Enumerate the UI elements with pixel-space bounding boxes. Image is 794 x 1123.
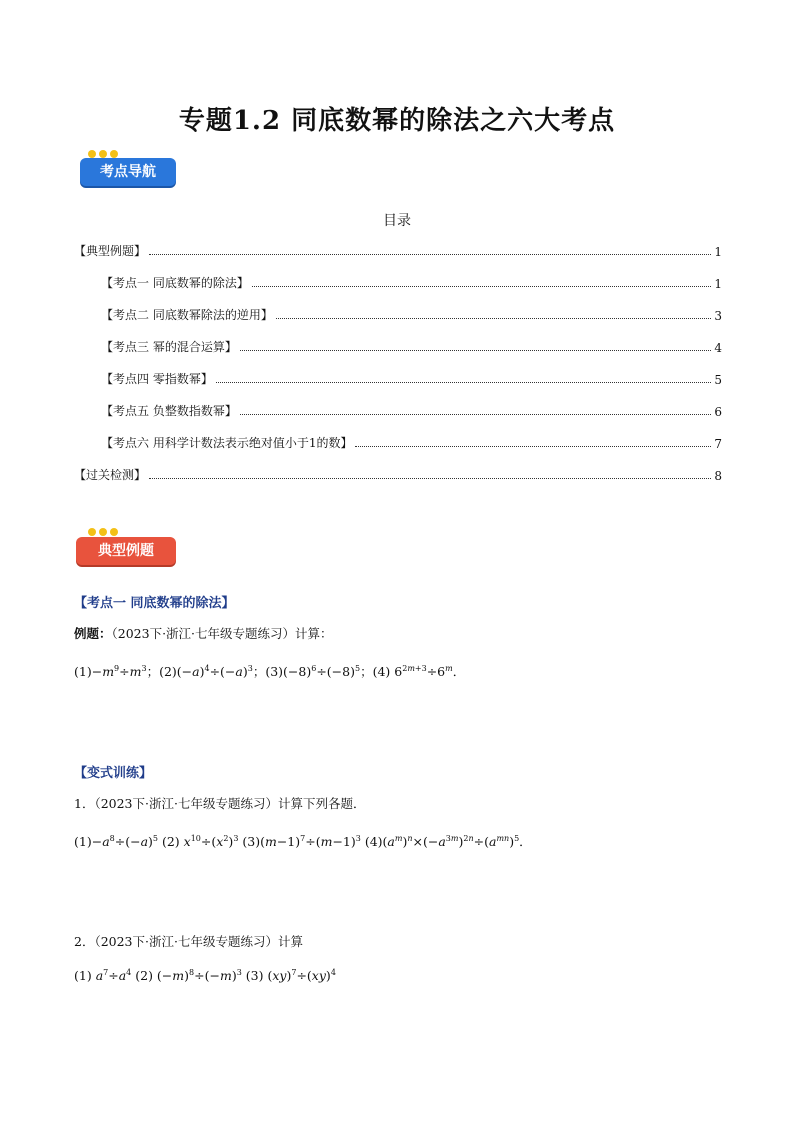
toc-leader (276, 318, 712, 319)
toc (74, 243, 722, 483)
question-text: （2023下·浙江·七年级专题练习）计算下列各题． (94, 796, 366, 811)
toc-page: 7 (714, 437, 722, 451)
toc-row[interactable] (74, 307, 722, 323)
toc-heading: 目录 (383, 213, 411, 229)
toc-leader (252, 286, 712, 287)
toc-label: 【考点一 同底数幂的除法】 (101, 276, 249, 290)
dot-icon (110, 528, 118, 536)
toc-label: 【典型例题】 (74, 244, 147, 258)
toc-leader (216, 382, 712, 383)
toc-label: 【考点六 用科学计数法表示绝对值小于1的数】 (101, 436, 353, 450)
example-label: 例题： (74, 626, 112, 641)
dot-icon (88, 150, 96, 158)
toc-page: 6 (714, 405, 722, 419)
toc-leader (355, 446, 711, 447)
toc-row[interactable] (74, 371, 722, 387)
toc-label: 【考点五 负整数指数幂】 (101, 404, 237, 418)
section-heading: 【考点一 同底数幂的除法】 (74, 596, 235, 611)
dot-icon (99, 528, 107, 536)
example-text: （2023下·浙江·七年级专题练习）计算： (111, 626, 333, 641)
dot-icon (99, 150, 107, 158)
toc-label: 【考点二 同底数幂除法的逆用】 (101, 308, 273, 322)
toc-leader (240, 350, 712, 351)
question-1 (74, 794, 365, 812)
question-2-math: (1) $a^7\div a^4$ (2) $(-m)^8\div(-m)^3$ (3) (xy)$^7$÷(xy)$^4$ (74, 968, 336, 984)
page-title: 专题1.2 同底数幂的除法之六大考点 (178, 106, 616, 136)
question-number: 1． (74, 796, 95, 811)
question-1-math: $(1)-a^8\div(-a)^5$ (2) $x^{10}\div(x^2)^3$ $(3)(m-1)^7\div(m-1)^3$ $(4)(a^m)^n\times(-a^{3m})^{2n}\div(a^{mn})^5$． (74, 833, 532, 849)
toc-label: 【考点四 零指数幂】 (101, 372, 213, 386)
question-number: 2． (74, 934, 95, 949)
dot-icon (110, 150, 118, 158)
example-line (74, 624, 333, 642)
toc-row[interactable] (74, 403, 722, 419)
toc-row[interactable] (74, 435, 722, 451)
toc-label: 【过关检测】 (74, 468, 147, 482)
toc-page: 1 (714, 245, 722, 259)
question-text: （2023下·浙江·七年级专题练习）计算 (94, 934, 303, 949)
decor-dots (88, 528, 118, 536)
example-tag: 典型例题 (76, 537, 176, 565)
example-math: $(1)-m^9\div m^3$；$(2)(-a)^4\div(-a)^3$；$(3)(-8)^6\div(-8)^5$；(4) $6^{2m+3}\div 6^m$． (74, 663, 466, 679)
toc-leader (149, 478, 711, 479)
toc-page: 3 (714, 309, 722, 323)
dot-icon (88, 528, 96, 536)
question-2 (74, 932, 303, 950)
toc-row[interactable] (74, 275, 722, 291)
toc-label: 【考点三 幂的混合运算】 (101, 340, 237, 354)
toc-page: 1 (714, 277, 722, 291)
toc-row[interactable] (74, 339, 722, 355)
toc-leader (240, 414, 712, 415)
toc-row[interactable] (74, 467, 722, 483)
toc-leader (149, 254, 711, 255)
nav-tag: 考点导航 (80, 158, 176, 186)
toc-page: 8 (714, 469, 722, 483)
decor-dots (88, 150, 118, 158)
variant-heading: 【变式训练】 (74, 766, 153, 781)
toc-row[interactable] (74, 243, 722, 259)
toc-page: 4 (714, 341, 722, 355)
toc-page: 5 (714, 373, 722, 387)
